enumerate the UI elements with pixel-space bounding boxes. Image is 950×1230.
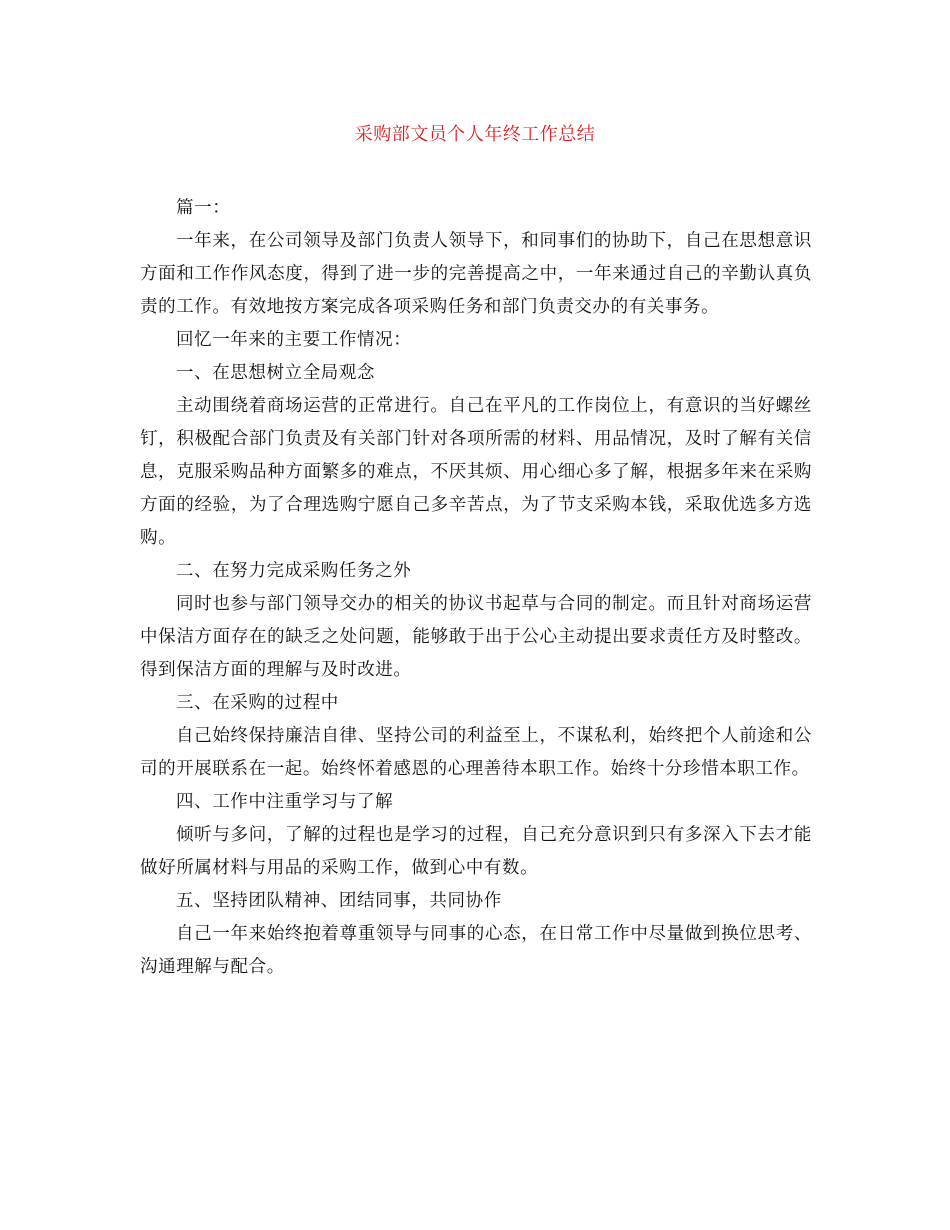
document-body: [140, 192, 812, 984]
paragraph-review-heading: 回忆一年来的主要工作情况：: [176, 330, 412, 350]
paragraph-intro: 一年来，在公司领导及部门负责人领导下，和同事们的协助下，自己在思想意识方面和工作作风态度，得到了进一步的完善提高之中，一年来通过自己的辛勤认真负责的工作。有效地按方案完成各项采购任务和部门负责交办的有关事务。: [140, 231, 812, 317]
paragraph-section-label: 篇一：: [176, 198, 231, 218]
heading-item-3: 三、在采购的过程中: [176, 693, 339, 713]
heading-item-5: 五、坚持团队精神、团结同事，共同协作: [176, 891, 502, 911]
paragraph-item-1: 主动围绕着商场运营的正常进行。自己在平凡的工作岗位上，有意识的当好螺丝钉，积极配合部门负责及有关部门针对各项所需的材料、用品情况，及时了解有关信息，克服采购品种方面繁多的难点，不厌其烦、用心细心多了解，根据多年来在采购方面的经验，为了合理选购宁愿自己多辛苦点，为了节支采购本钱，采取优选多方选购。: [140, 396, 812, 548]
document-title: 采购部文员个人年终工作总结: [354, 124, 596, 145]
heading-item-4: 四、工作中注重学习与了解: [176, 792, 394, 812]
paragraph-item-5: 自己一年来始终抱着尊重领导与同事的心态，在日常工作中尽量做到换位思考、沟通理解与配合。: [140, 924, 812, 977]
heading-item-1: 一、在思想树立全局观念: [176, 363, 376, 383]
paragraph-item-4: 倾听与多问，了解的过程也是学习的过程，自己充分意识到只有多深入下去才能做好所属材料与用品的采购工作，做到心中有数。: [140, 825, 812, 878]
paragraph-item-2: 同时也参与部门领导交办的相关的协议书起草与合同的制定。而且针对商场运营中保洁方面存在的缺乏之处问题，能够敢于出于公心主动提出要求责任方及时整改。得到保洁方面的理解与及时改进。: [140, 594, 812, 680]
paragraph-item-3: 自己始终保持廉洁自律、坚持公司的利益至上，不谋私利，始终把个人前途和公司的开展联系在一起。始终怀着感恩的心理善待本职工作。始终十分珍惜本职工作。: [140, 726, 812, 779]
heading-item-2: 二、在努力完成采购任务之外: [176, 561, 412, 581]
